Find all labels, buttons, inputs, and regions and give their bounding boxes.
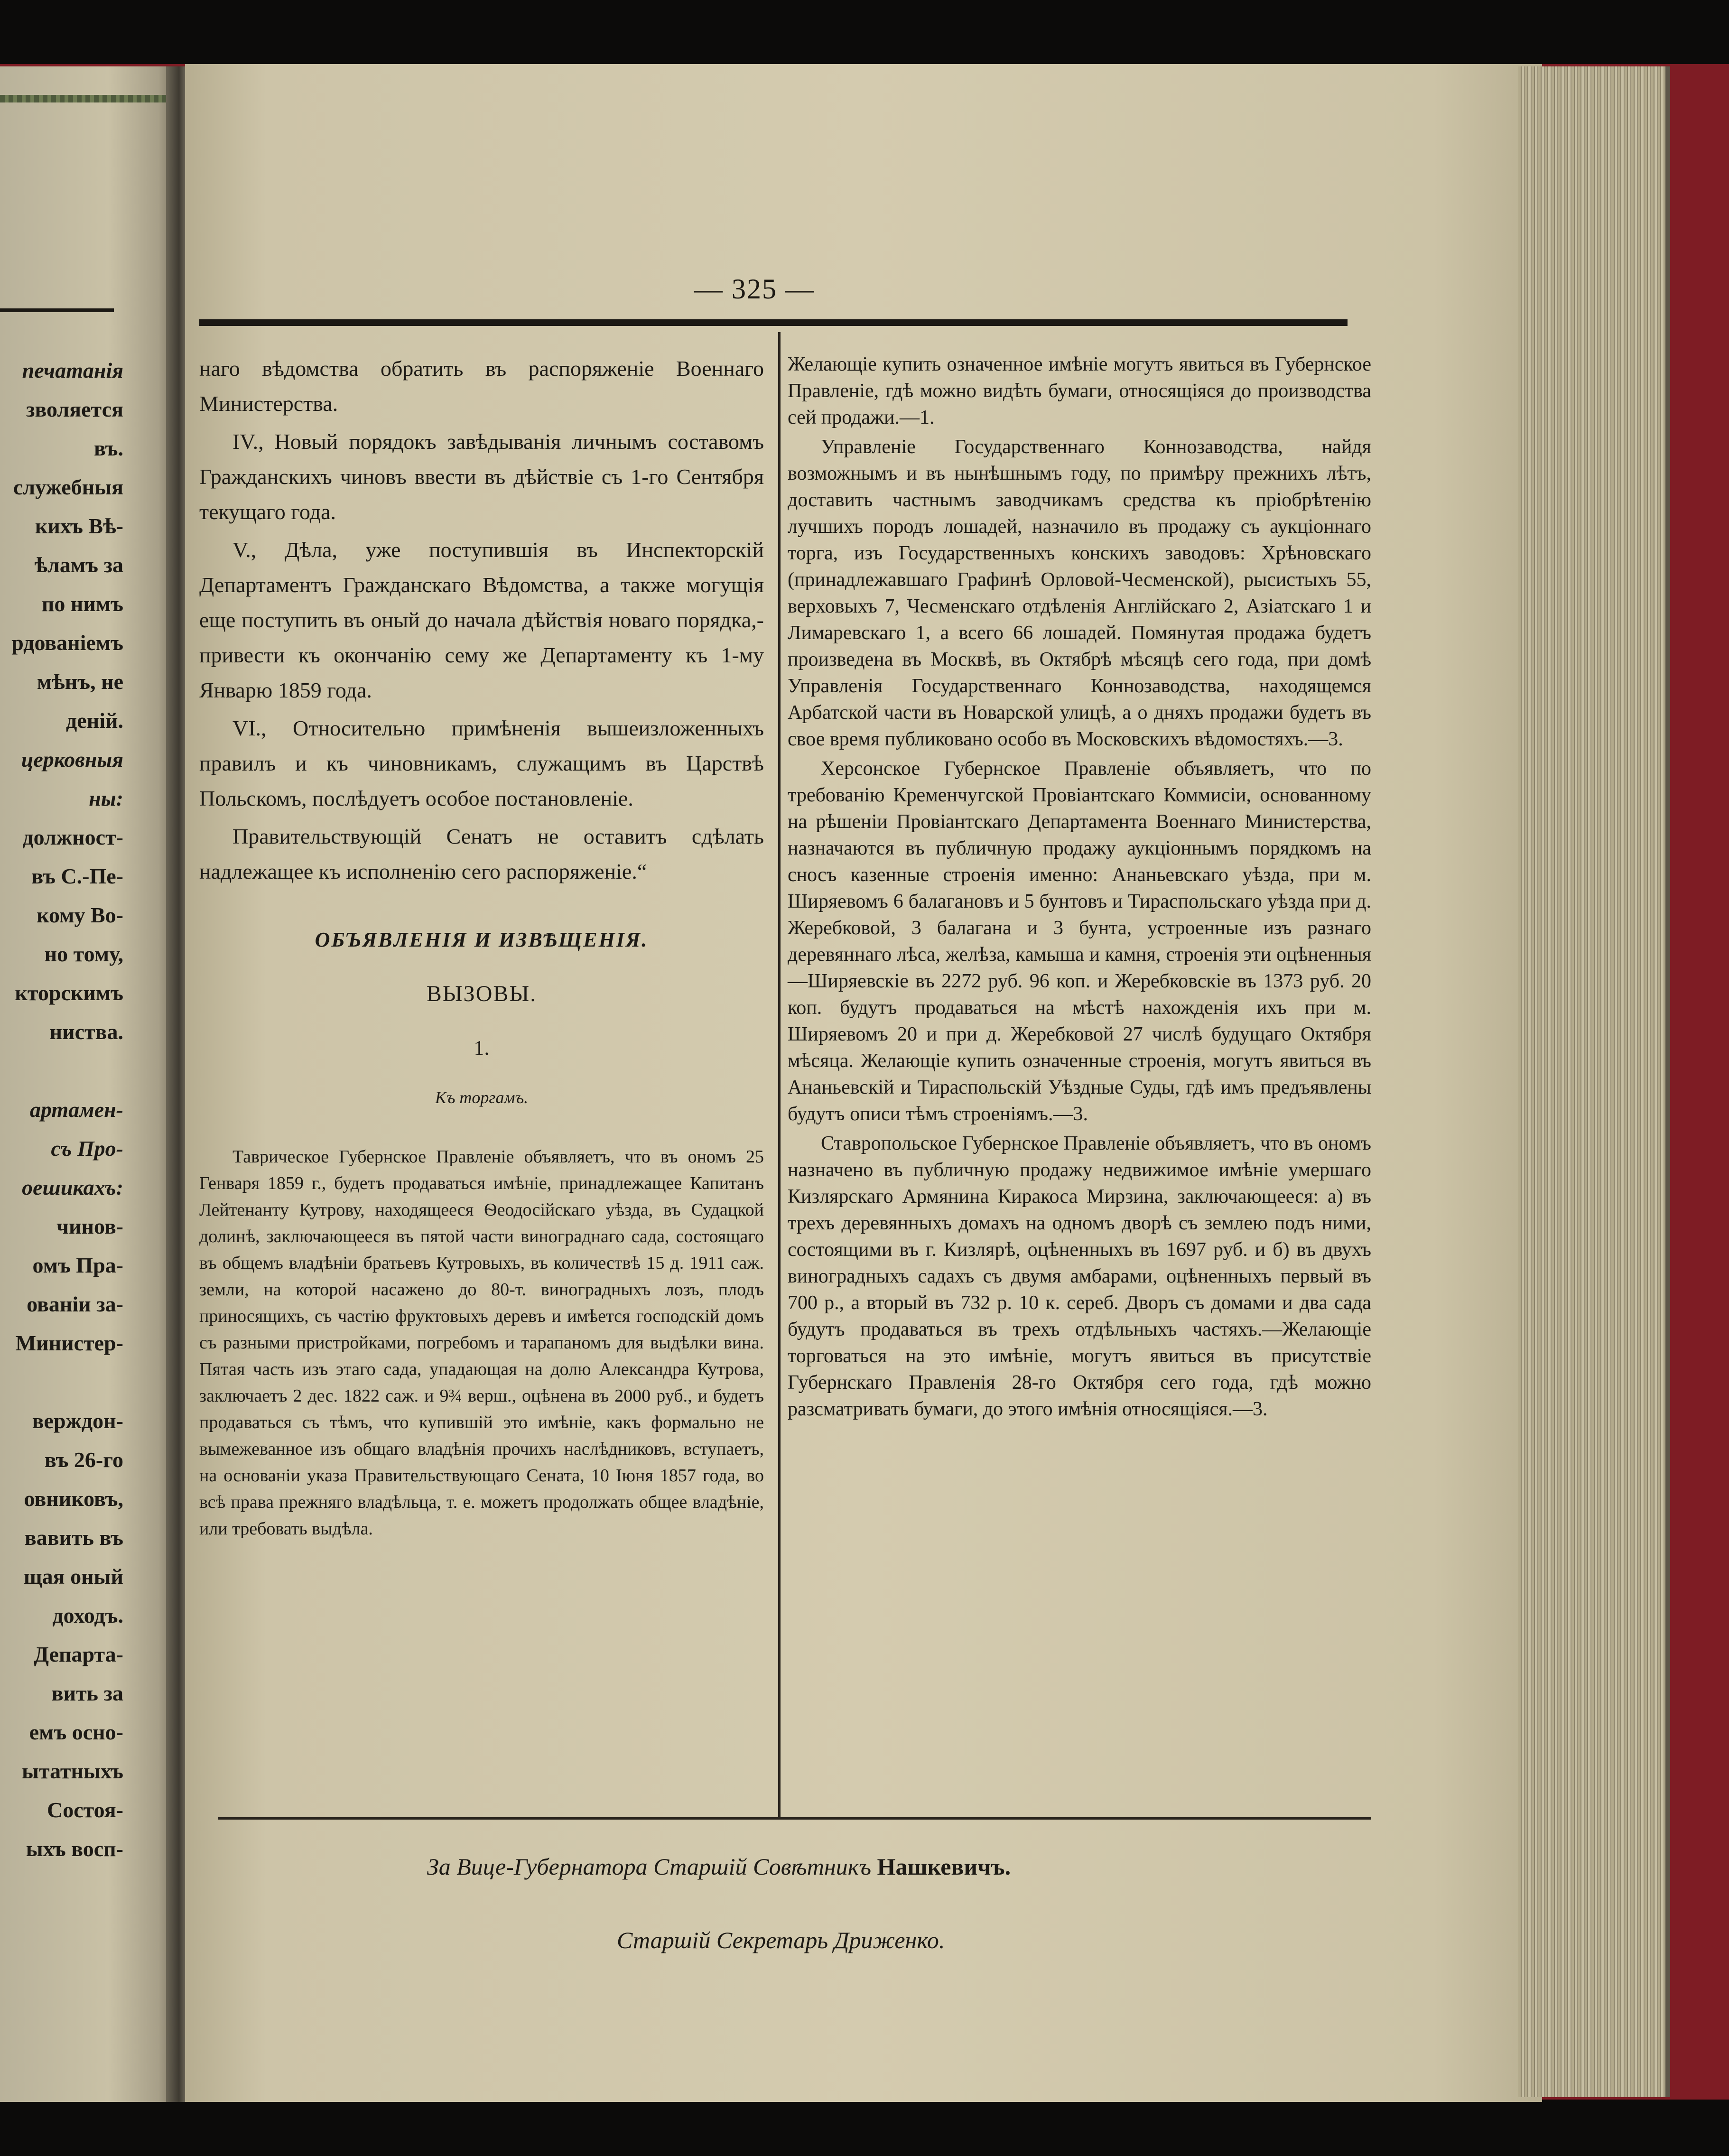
left-page-fragment: вавить въ <box>24 1525 123 1550</box>
left-page-fragment: оешикахъ: <box>22 1175 123 1199</box>
left-page-fragment: въ 26-го <box>44 1448 123 1472</box>
paragraph-continuation-right: Желающіе купить означенное имѣніе могутъ явиться въ Губернское Правленіе, гдѣ можно видѣть бумаги, относящіяся до производства сей продажи.—1. <box>788 353 1371 428</box>
section-rubric: Къ торгамъ. <box>435 1088 529 1107</box>
left-page-fragment: щая оный <box>23 1564 123 1589</box>
left-page-text-fragments <box>0 351 123 1868</box>
column-divider <box>778 332 781 1817</box>
left-page-fragment: верждон- <box>32 1409 123 1433</box>
paragraph-v: V., Дѣла, уже поступившія въ Инспекторскій Департаментъ Гражданскаго Вѣдомства, а также могущія еще поступить въ оный до начала дѣйствія новаго порядка,-привести къ окончанію сему же Департаменту къ 1-му Январю 1859 года. <box>199 538 764 702</box>
left-page-rule <box>0 308 114 312</box>
page-edges <box>1518 66 1670 2097</box>
bookmark-ribbon <box>0 95 180 102</box>
left-page-fragment: омъ Пра- <box>32 1253 123 1277</box>
left-page-fragment: должност- <box>22 825 123 849</box>
left-facing-page <box>0 66 180 2102</box>
left-page-fragment: съ Про- <box>51 1136 123 1161</box>
left-page-fragment: ны: <box>89 786 123 810</box>
left-page-fragment: Министер- <box>15 1331 123 1355</box>
left-page-fragment: но тому, <box>44 942 123 966</box>
left-page-fragment: деній. <box>66 708 123 733</box>
left-page-fragment: кихъ Вѣ- <box>35 514 123 538</box>
left-page-fragment <box>0 1363 123 1402</box>
left-page-fragment: церковныя <box>21 747 123 771</box>
paragraph-iv: IV., Новый порядокъ завѣдыванія личнымъ составомъ Гражданскихъ чиновъ ввести въ дѣйствіе съ 1-го Сентября текущаго года. <box>199 429 764 524</box>
signature-vice-governor-title: За Вице-Губернатора Старшій Совѣтникъ <box>427 1853 877 1880</box>
left-page-fragment: мѣнъ, не <box>37 669 123 694</box>
paragraph-vi: VI., Относительно примѣненія вышеизложенныхъ правилъ и къ чиновникамъ, служащимъ въ Царствѣ Польскомъ, послѣдуетъ особое постановленіе. <box>199 716 764 810</box>
paragraph-taurida: Таврическое Губернское Правленіе объявляетъ, что въ ономъ 25 Генваря 1859 г., будетъ продаваться имѣніе, принадлежащее Капитанъ Лейтенанту Кутрову, находящееся Ѳеодосійскаго уѣзда, въ Судацкой долинѣ, заключающееся въ пятой части винограднаго сада, состоящаго въ общемъ владѣніи братьевъ Кутровыхъ, въ количествѣ 15 д. 1911 саж. земли, на которой насажено до 80-т. виноградныхъ лозъ, плодъ приносящихъ, съ частію фруктовыхъ деревъ и имѣется господскій домъ съ разными пристройками, погребомъ и тарапаномъ для выдѣлки вина. Пятая часть изъ этаго сада, упадающая на долю Александра Кутрова, заключаетъ 2 дес. 1822 саж. и 9¾ верш., оцѣнена въ 2000 руб., и будетъ продаваться съ тѣмъ, что купившій это имѣніе, какъ формально не вымежеванное изъ общаго владѣнія прочихъ наслѣдниковъ, вступаетъ, на основаніи указа Правительствующаго Сената, 10 Іюня 1857 года, во всѣ права прежняго владѣльца, т. е. можетъ продолжать общее владѣніе, или требовать выдѣла. <box>199 1147 764 1539</box>
left-page-fragment: ыхъ восп- <box>26 1837 123 1861</box>
left-page-fragment: кому Во- <box>37 903 123 927</box>
left-page-fragment: овниковъ, <box>24 1487 123 1511</box>
left-page-fragment: артамен- <box>30 1097 123 1122</box>
left-page-fragment: емъ осно- <box>29 1720 123 1744</box>
section-subheading: ВЫЗОВЫ. <box>426 981 537 1006</box>
left-page-fragment: кторскимъ <box>15 981 123 1005</box>
page-number: — 325 — <box>694 273 815 305</box>
paragraph-continuation: наго вѣдомства обратить въ распоряженіе Военнаго Министерства. <box>199 356 764 416</box>
signature-secretary: Старшій Секретарь Дриженко. <box>617 1927 945 1953</box>
footer-rule <box>218 1817 1371 1820</box>
paragraph-senate: Правительствующій Сенатъ не оставитъ сдѣлать надлежащее къ исполненію сего распоряженіе.“ <box>199 824 764 883</box>
paragraph-horse-breeding: Управленіе Государственнаго Коннозаводства, найдя возможнымъ и въ нынѣшнымъ году, по примѣру прежнихъ лѣтъ, доставить частнымъ заводчикамъ средства къ пріобрѣтенію лучшихъ породъ лошадей, назначило въ продажу съ аукціоннаго торга, изъ Государственныхъ конскихъ заводовъ: Хрѣновскаго (принадлежавшаго Графинѣ Орловой-Чесменской), рысистыхъ 55, верховыхъ 7, Чесменскаго отдѣленія Англійскаго 2, Азіатскаго 1 и Лимаревскаго 1, а всего 66 лошадей. Помянутая продажа будетъ произведена въ Москвѣ, въ Октябрѣ мѣсяцѣ сего года, при домѣ Управленія Государственнаго Коннозаводства, находящемся Арбатской части въ Новарской улицѣ, а о дняхъ продажи будетъ въ свое время публиковано особо въ Московскихъ вѣдомостяхъ.—3. <box>788 436 1371 750</box>
left-page-fragment: ѣламъ за <box>34 553 123 577</box>
left-page-fragment: ованіи за- <box>27 1292 123 1316</box>
left-page-fragment: чинов- <box>56 1214 123 1238</box>
left-page-fragment: вить за <box>51 1681 123 1705</box>
section-number: 1. <box>474 1036 490 1059</box>
left-page-fragment: въ С.-Пе- <box>31 864 123 888</box>
left-page-fragment: въ. <box>93 436 123 460</box>
section-heading: ОБЪЯВЛЕНІЯ И ИЗВѢЩЕНІЯ. <box>315 928 649 951</box>
left-page-fragment: доходъ. <box>52 1603 123 1627</box>
left-page-fragment: зволяется <box>26 397 123 421</box>
right-column <box>788 351 1371 1425</box>
signature-vice-governor-name: Нашкевичъ. <box>877 1853 1011 1880</box>
left-page-fragment: Департа- <box>34 1642 123 1666</box>
paragraph-stavropol: Ставропольское Губернское Правленіе объявляетъ, что въ ономъ назначено въ публичную продажу недвижимое имѣніе умершаго Кизлярскаго Армянина Киракоса Мирзина, заключающееся: а) въ трехъ деревянныхъ домахъ на одномъ дворѣ съ землею подъ ними, состоящими въ г. Кизлярѣ, оцѣненныхъ въ 1697 руб. и б) въ двухъ виноградныхъ садахъ съ двумя амбарами, оцѣненныхъ первый въ 700 р., а вторый въ 732 р. 10 к. сереб. Дворъ съ домами и два сада будутъ продаваться въ трехъ отдѣльныхъ частяхъ.—Желающіе торговаться на это имѣніе, могутъ явиться въ присутствіе Губернскаго Правленія 28-го Октября сего года, гдѣ можно разсматривать бумаги, до этого имѣнія относящіяся.—3. <box>788 1133 1371 1420</box>
left-page-fragment: рдованіемъ <box>11 631 123 655</box>
left-page-fragment: ниства. <box>49 1020 123 1044</box>
left-page-fragment: печатанія <box>22 358 123 382</box>
left-page-fragment: ытатныхъ <box>22 1759 123 1783</box>
left-page-fragment: служебныя <box>13 475 123 499</box>
paragraph-kherson: Херсонское Губернское Правленіе объявляетъ, что по требованію Кременчугской Провіантскаго Коммисіи, основанному на рѣшеніи Провіантскаго Департамента Военнаго Министерства, назначаются въ публичную продажу аукціоннымъ порядкомъ на сносъ казенные строенія именно: Ананьевскаго уѣзда, при м. Ширяевомъ 6 балагановъ и 5 бунтовъ и Тираспольскаго уѣзда при д. Жеребковой, 3 балагана и 3 бунта, устроенные изъ разнаго деревяннаго лѣса, желѣза, камыша и камня, строенія эти оцѣненныя—Ширяевскіе въ 2272 руб. 96 коп. и Жеребковскіе въ 1373 руб. 20 коп. будутъ продаваться на мѣстѣ нахожденія ихъ при м. Ширяевомъ 20 и при д. Жеребковой 27 числѣ будущаго Октября мѣсяца. Желающіе купить означенные строенія, могутъ явиться въ Ананьевскій и Тираспольскій Уѣздные Суды, гдѣ имъ предъявлены будутъ описи тѣмъ строеніямъ.—3. <box>788 758 1371 1125</box>
left-column <box>199 351 764 1545</box>
left-page-fragment <box>0 1051 123 1090</box>
left-page-fragment: Состоя- <box>47 1798 123 1822</box>
header-rule <box>199 319 1348 326</box>
signature-vice-governor <box>427 1853 1329 1880</box>
left-page-fragment: по нимъ <box>41 592 123 616</box>
